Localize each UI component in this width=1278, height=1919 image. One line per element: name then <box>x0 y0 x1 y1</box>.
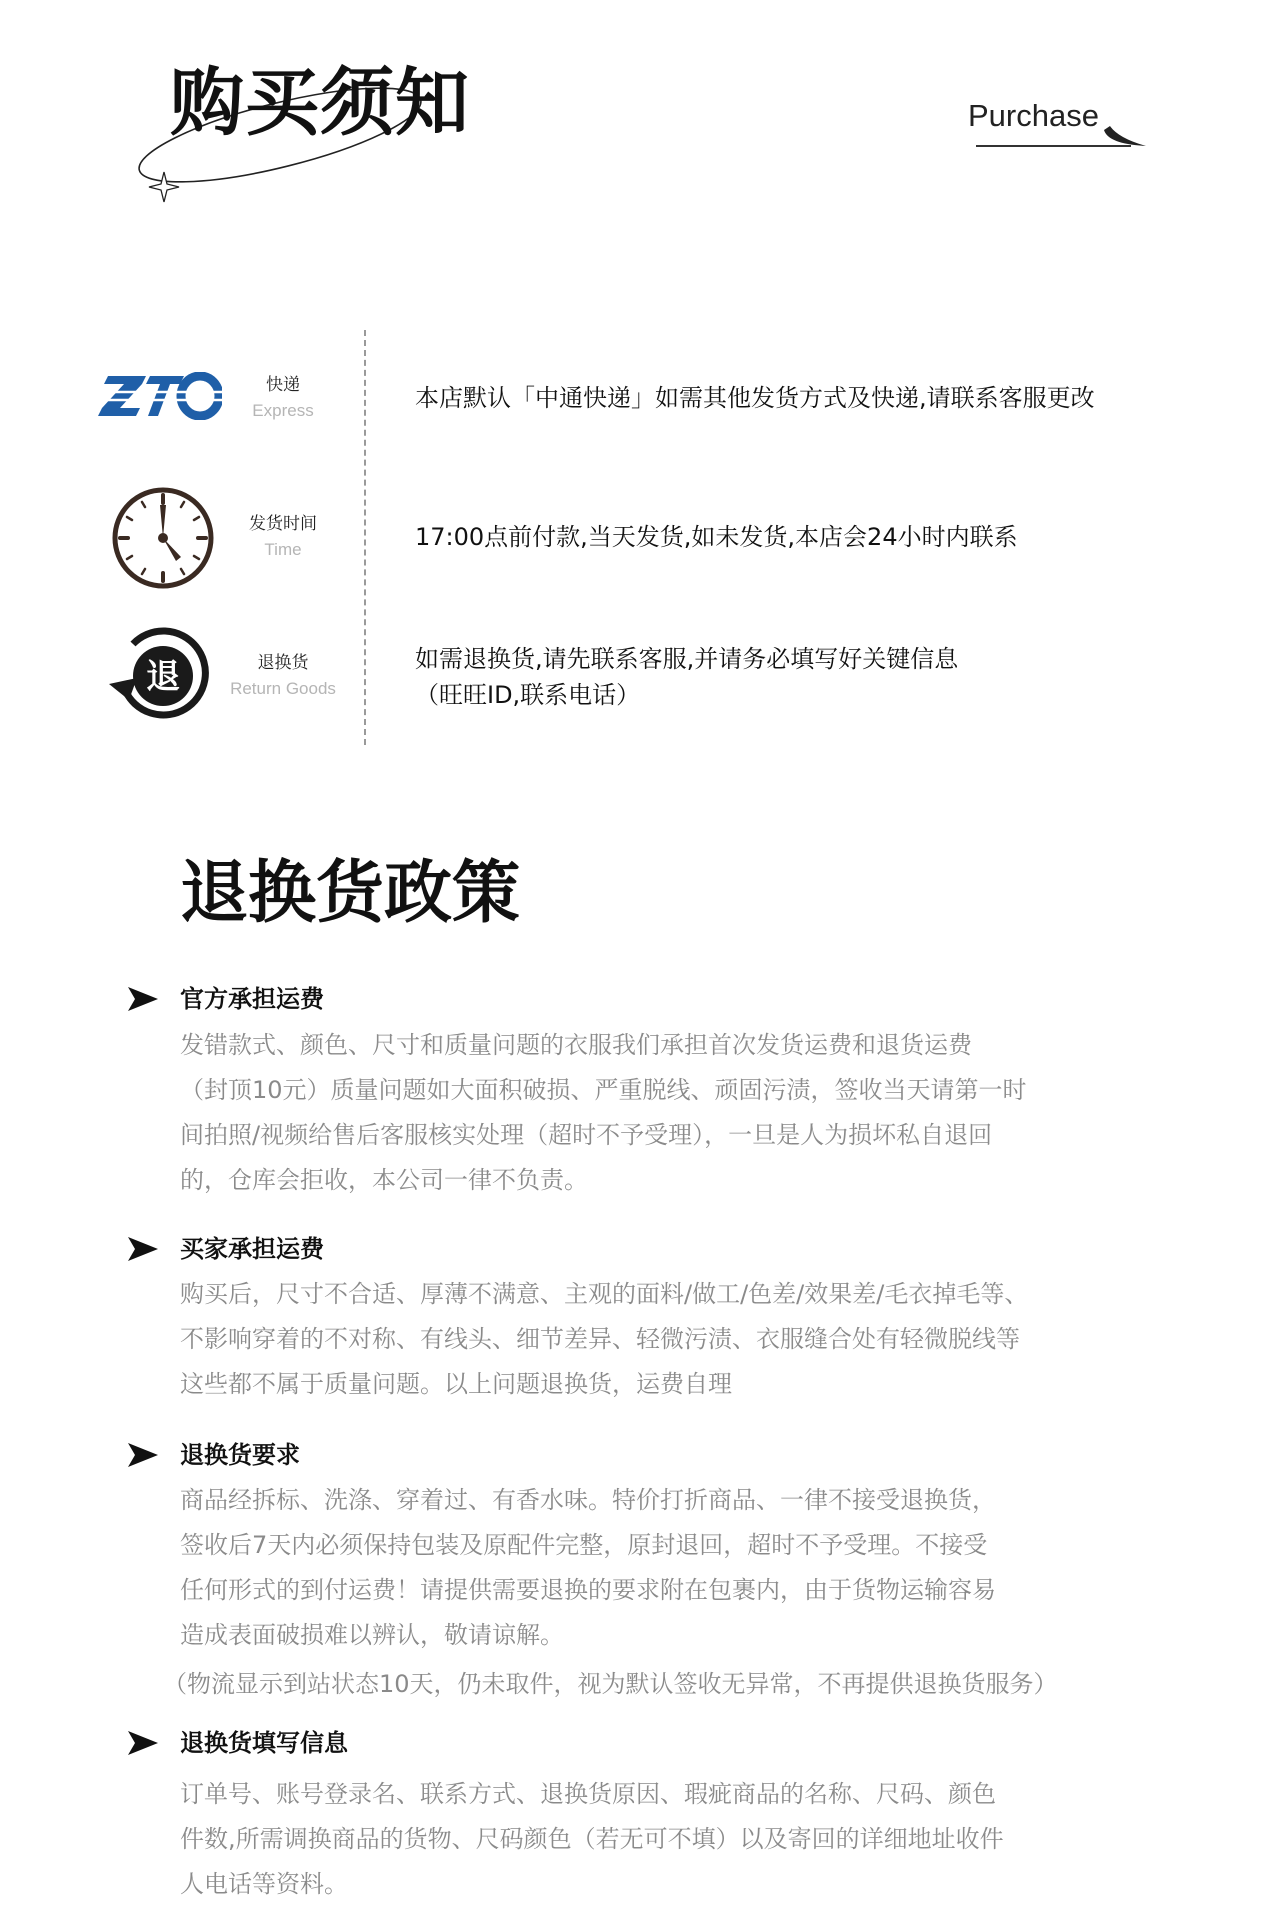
label-en: Time <box>264 540 302 559</box>
bullet-arrow-icon <box>128 1237 158 1261</box>
section-heading-official: 官方承担运费 <box>180 985 324 1013</box>
section-body-fill-info <box>180 1772 1004 1907</box>
label-cn: 发货时间 <box>249 514 317 534</box>
bullet-arrow-icon <box>128 1443 158 1467</box>
body-line: 签收后7天内必须保持包装及原配件完整，原封退回，超时不予受理。不接受 <box>180 1531 988 1559</box>
section-note-requirements: （物流显示到站状态10天，仍未取件，视为默认签收无异常，不再提供退换货服务） <box>163 1670 1058 1698</box>
body-line: 商品经拆标、洗涤、穿着过、有香水味。特价打折商品、一律不接受退换货， <box>180 1486 996 1514</box>
body-line: 这些都不属于质量问题。以上问题退换货，运费自理 <box>180 1370 732 1398</box>
page-subtitle-en: Purchase <box>968 98 1099 133</box>
info-label-time <box>208 516 358 558</box>
info-line: 如需退换货,请先联系客服,并请务必填写好关键信息 <box>415 645 959 673</box>
info-line: 本店默认「中通快递」如需其他发货方式及快递,请联系客服更改 <box>415 384 1095 412</box>
info-text-express <box>415 380 1095 416</box>
body-line: 订单号、账号登录名、联系方式、退换货原因、瑕疵商品的名称、尺码、颜色 <box>180 1780 996 1808</box>
policy-title: 退换货政策 <box>180 854 521 933</box>
body-line: 不影响穿着的不对称、有线头、细节差异、轻微污渍、衣服缝合处有轻微脱线等 <box>180 1325 1020 1353</box>
section-heading-buyer: 买家承担运费 <box>180 1235 324 1263</box>
return-icon-char: 退 <box>146 657 180 697</box>
info-text-time <box>415 519 1018 555</box>
section-body-buyer <box>180 1272 1028 1407</box>
body-line: 发错款式、颜色、尺寸和质量问题的衣服我们承担首次发货运费和退货运费 <box>180 1031 972 1059</box>
info-text-return <box>415 641 958 713</box>
label-en: Return Goods <box>230 679 336 698</box>
body-line: 人电话等资料。 <box>180 1870 348 1898</box>
label-en: Express <box>252 401 314 420</box>
body-line: 任何形式的到付运费！请提供需要退换的要求附在包裹内，由于货物运输容易 <box>180 1576 996 1604</box>
label-cn: 快递 <box>266 375 300 395</box>
clock-icon <box>110 485 216 591</box>
body-line: 的，仓库会拒收，本公司一律不负责。 <box>180 1166 588 1194</box>
body-line: 件数,所需调换商品的货物、尺码颜色（若无可不填）以及寄回的详细地址收件 <box>180 1825 1004 1853</box>
return-goods-icon <box>103 620 217 734</box>
swoosh-decoration <box>1100 122 1150 152</box>
body-line: （封顶10元）质量问题如大面积破损、严重脱线、顽固污渍，签收当天请第一时 <box>180 1076 1027 1104</box>
section-heading-requirements: 退换货要求 <box>180 1441 300 1469</box>
info-divider <box>364 330 366 745</box>
label-cn: 退换货 <box>257 653 309 673</box>
body-line: 间拍照/视频给售后客服核实处理（超时不予受理），一旦是人为损坏私自退回 <box>180 1121 993 1149</box>
body-line: 造成表面破损难以辨认，敬请谅解。 <box>180 1621 564 1649</box>
info-label-return <box>208 655 358 697</box>
bullet-arrow-icon <box>128 1731 158 1755</box>
section-heading-fill-info: 退换货填写信息 <box>180 1729 348 1757</box>
info-label-express <box>208 377 358 419</box>
info-line: 17:00点前付款,当天发货,如未发货,本店会24小时内联系 <box>415 523 1018 551</box>
page-title: 购买须知 <box>170 60 470 146</box>
body-line: 购买后，尺寸不合适、厚薄不满意、主观的面料/做工/色差/效果差/毛衣掉毛等、 <box>180 1280 1029 1308</box>
zto-logo <box>98 372 222 420</box>
bullet-arrow-icon <box>128 987 158 1011</box>
info-line: （旺旺ID,联系电话） <box>415 681 641 709</box>
section-body-official <box>180 1023 1027 1203</box>
section-body-requirements <box>180 1478 996 1658</box>
